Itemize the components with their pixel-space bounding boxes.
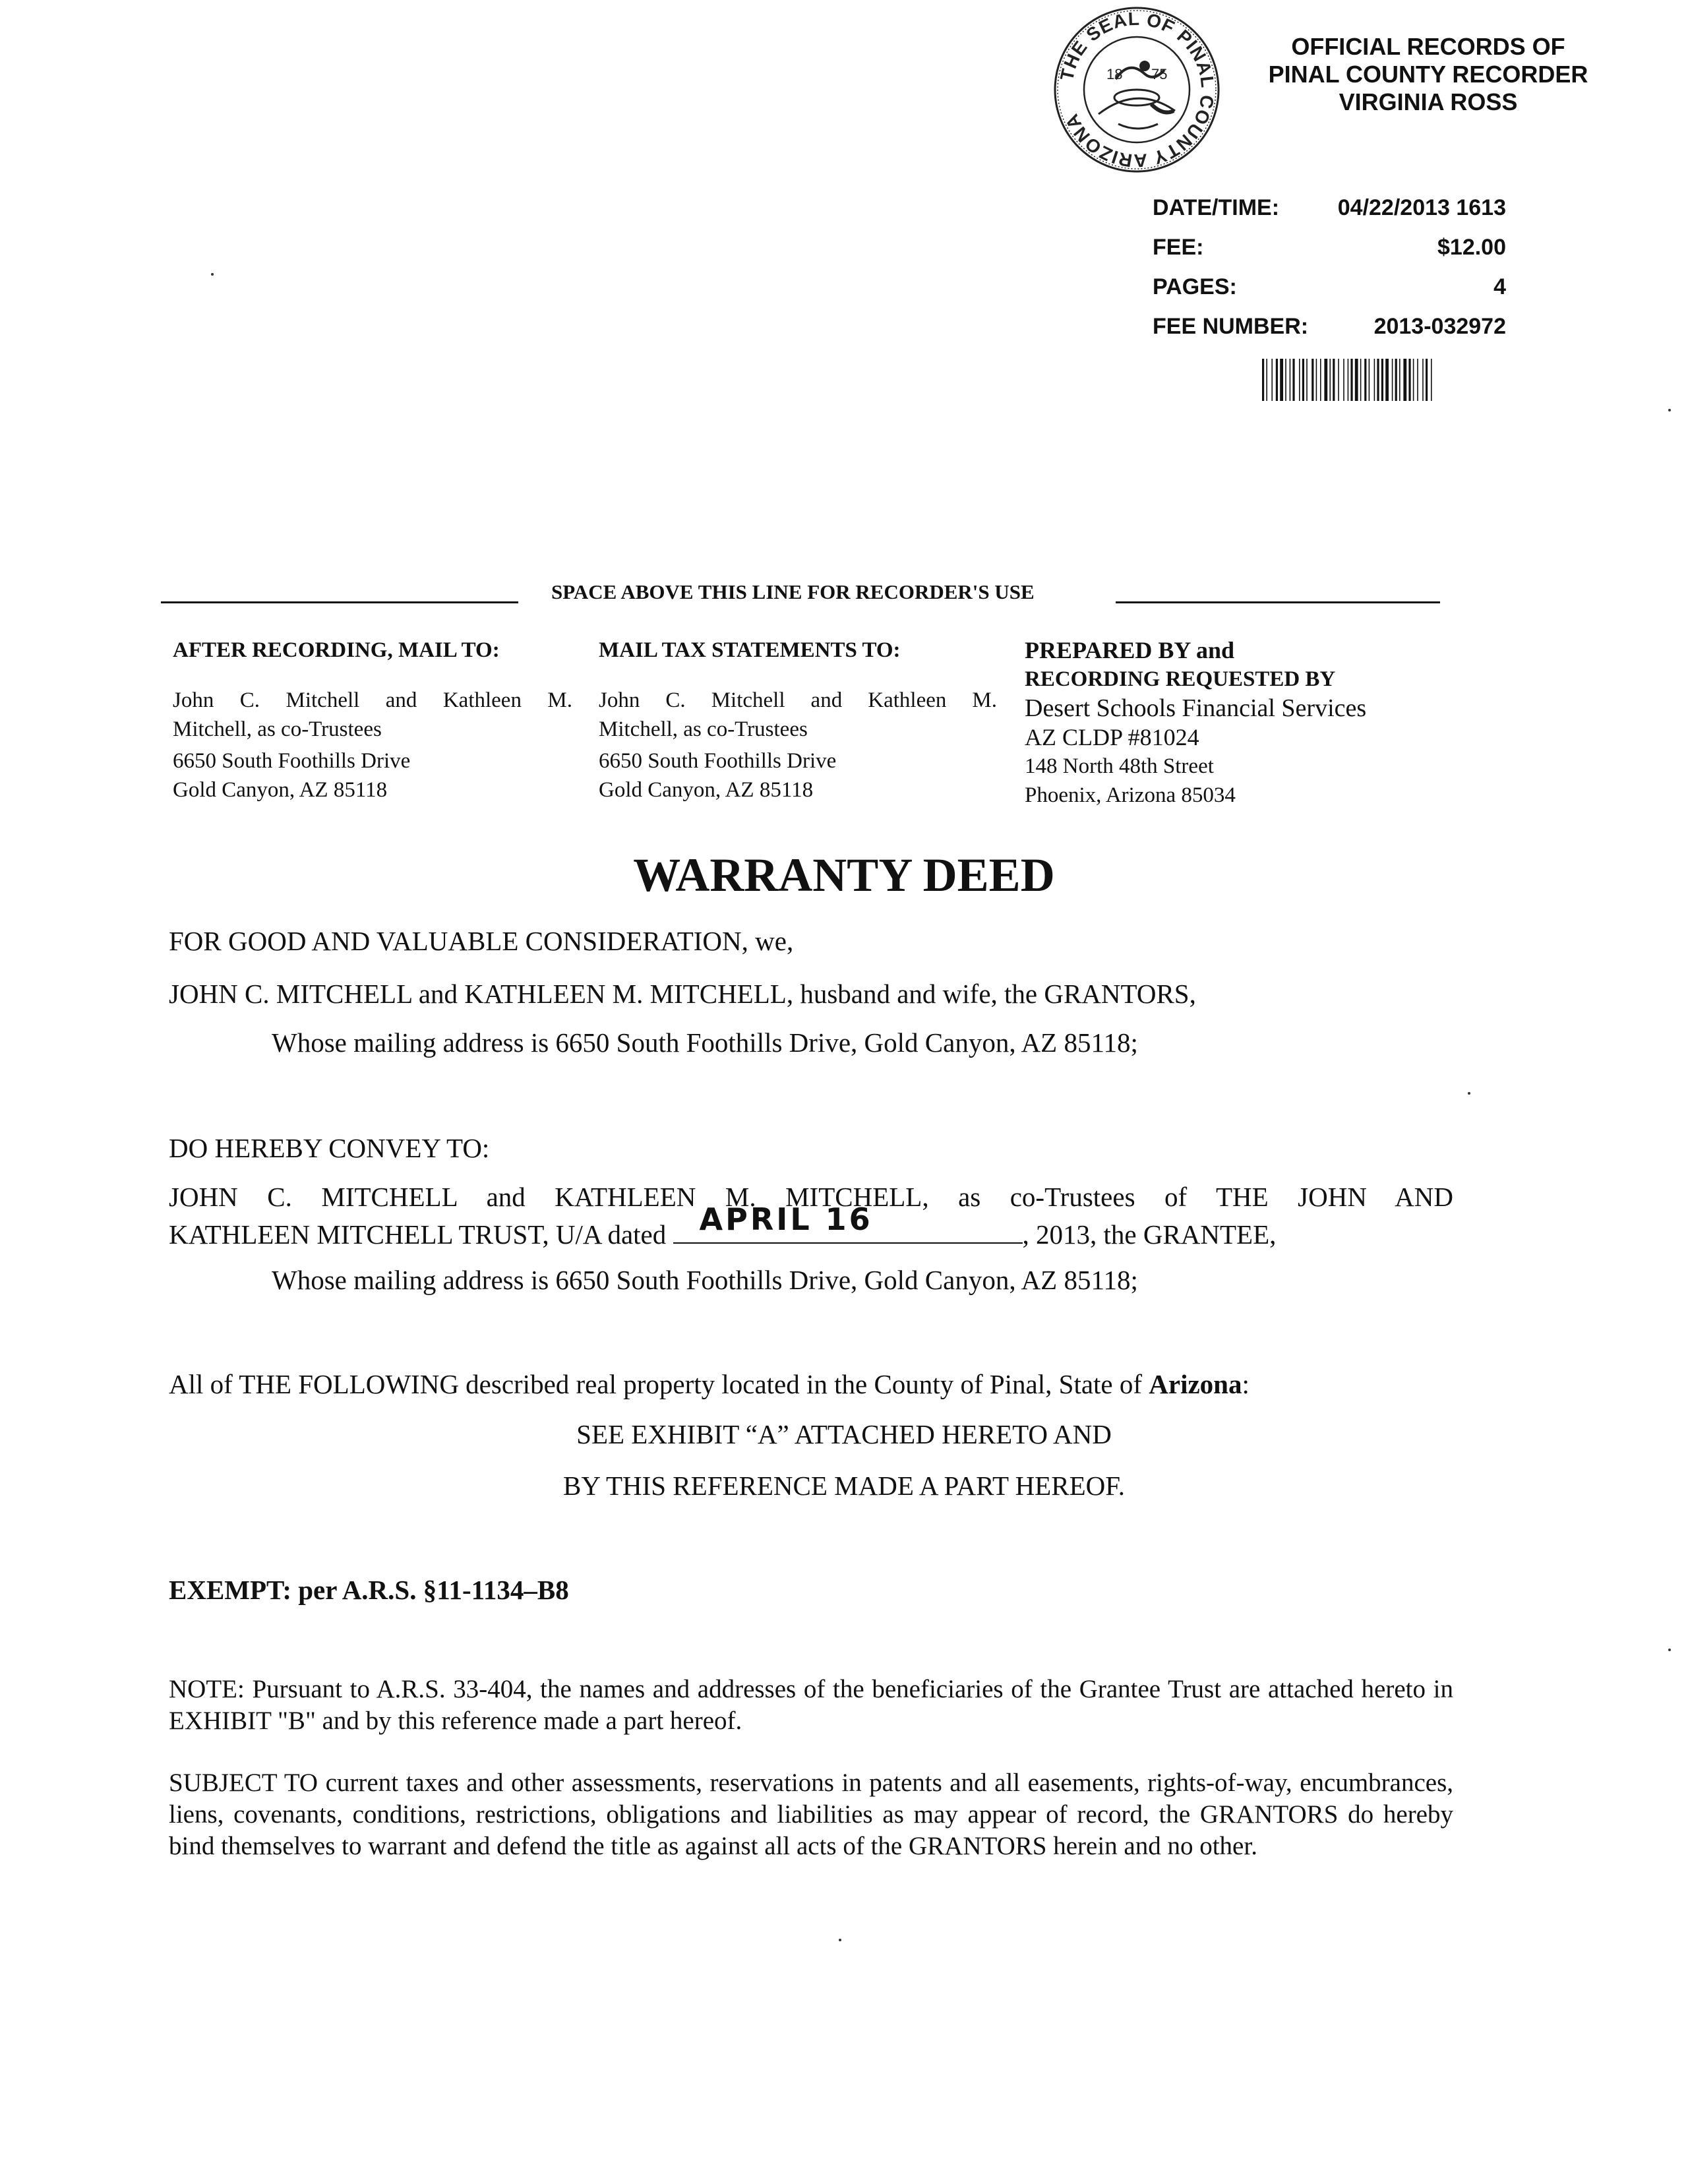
tax-statements-block bbox=[599, 636, 997, 804]
exemption-line: EXEMPT: per A.R.S. §11-1134–B8 bbox=[169, 1575, 569, 1605]
barcode-icon bbox=[1262, 359, 1515, 401]
mail-to-name-line2: Mitchell, as co-Trustees bbox=[173, 717, 382, 741]
exhibit-a-line-2: BY THIS REFERENCE MADE A PART HEREOF. bbox=[563, 1471, 1125, 1501]
tax-city: Gold Canyon, AZ 85118 bbox=[599, 778, 814, 802]
fee-row bbox=[1153, 235, 1506, 274]
seal-year-right: 75 bbox=[1151, 66, 1168, 82]
recorder-header bbox=[1237, 33, 1619, 116]
datetime-label: DATE/TIME: bbox=[1153, 195, 1280, 220]
beneficiaries-note: NOTE: Pursuant to A.R.S. 33-404, the names and addresses of the beneficiaries of the Grantee Trust are attached hereto in EXHIBIT "B" and by this reference made a part hereof. bbox=[169, 1675, 1453, 1735]
tax-street: 6650 South Foothills Drive bbox=[599, 749, 837, 773]
pages-row bbox=[1153, 274, 1506, 314]
property-location-colon: : bbox=[1242, 1369, 1250, 1399]
fee-number-label: FEE NUMBER: bbox=[1153, 314, 1309, 339]
subject-to-clause: SUBJECT TO current taxes and other assessments, reservations in patents and all easements, rights-of-way, encumbrances, liens, covenants, conditions, restrictions, obligations and liabilities as may appear of record, the GRANTORS do hereby bind themselves to warrant and defend the title as against all acts of the GRANTORS herein and no other. bbox=[169, 1769, 1453, 1860]
pages-value: 4 bbox=[1493, 274, 1506, 299]
handwritten-trust-date: APRIL 16 bbox=[699, 1201, 873, 1237]
pinal-county-seal-icon bbox=[1052, 5, 1221, 174]
datetime-row bbox=[1153, 195, 1506, 235]
mail-to-name-line1: John C. Mitchell and Kathleen M. bbox=[173, 688, 572, 712]
pages-label: PAGES: bbox=[1153, 274, 1237, 299]
prepared-by-block bbox=[1025, 636, 1473, 810]
trust-date-blank bbox=[673, 1201, 1023, 1244]
grantee-address-line: Whose mailing address is 6650 South Foothills Drive, Gold Canyon, AZ 85118; bbox=[272, 1265, 1138, 1295]
prepared-by-license: AZ CLDP #81024 bbox=[1025, 724, 1199, 750]
tax-heading: MAIL TAX STATEMENTS TO: bbox=[599, 638, 901, 662]
grantee-trust-text: KATHLEEN MITCHELL TRUST, U/A dated bbox=[169, 1219, 667, 1250]
grantee-line-2 bbox=[169, 1201, 1277, 1251]
grantee-line-1: JOHN C. MITCHELL and KATHLEEN M. MITCHELL, as co-Trustees of THE JOHN AND bbox=[169, 1182, 1453, 1212]
recording-info bbox=[1153, 195, 1506, 353]
scan-speck bbox=[1668, 409, 1671, 411]
fee-value: $12.00 bbox=[1437, 235, 1506, 260]
scan-speck bbox=[1668, 1649, 1671, 1651]
mail-to-block bbox=[173, 636, 572, 804]
seal-ring-text: THE SEAL OF PINAL COUNTY ARIZONA bbox=[1056, 8, 1219, 171]
consideration-line: FOR GOOD AND VALUABLE CONSIDERATION, we, bbox=[169, 926, 794, 956]
prepared-by-street: 148 North 48th Street bbox=[1025, 754, 1214, 778]
prepared-by-city: Phoenix, Arizona 85034 bbox=[1025, 783, 1236, 807]
scan-speck bbox=[1468, 1092, 1470, 1095]
recorder-line-right bbox=[1116, 601, 1440, 603]
fee-number-value: 2013-032972 bbox=[1373, 314, 1506, 339]
property-location-line bbox=[169, 1368, 1250, 1401]
seal-year-left: 18 bbox=[1106, 66, 1123, 82]
mail-to-street: 6650 South Foothills Drive bbox=[173, 749, 411, 773]
property-location-text: All of THE FOLLOWING described real property located in the County of Pinal, State of bbox=[169, 1369, 1149, 1399]
fee-number-row bbox=[1153, 314, 1506, 353]
grantors-line: JOHN C. MITCHELL and KATHLEEN M. MITCHELL, husband and wife, the GRANTORS, bbox=[169, 979, 1196, 1009]
prepared-by-heading-2: RECORDING REQUESTED BY bbox=[1025, 667, 1336, 691]
mail-to-heading: AFTER RECORDING, MAIL TO: bbox=[173, 638, 500, 662]
grantor-address-line: Whose mailing address is 6650 South Foothills Drive, Gold Canyon, AZ 85118; bbox=[272, 1027, 1138, 1058]
prepared-by-heading-1: PREPARED BY and bbox=[1025, 637, 1235, 663]
scan-speck bbox=[211, 273, 214, 276]
recorder-line-2: PINAL COUNTY RECORDER bbox=[1268, 61, 1588, 88]
exhibit-a-line-1: SEE EXHIBIT “A” ATTACHED HERETO AND bbox=[576, 1419, 1112, 1449]
mail-to-city: Gold Canyon, AZ 85118 bbox=[173, 778, 388, 802]
recorder-line-left bbox=[161, 601, 518, 603]
tax-name-line2: Mitchell, as co-Trustees bbox=[599, 717, 808, 741]
recorder-line-3: VIRGINIA ROSS bbox=[1339, 88, 1518, 115]
recorder-use-caption: SPACE ABOVE THIS LINE FOR RECORDER'S USE bbox=[551, 580, 1035, 603]
document-title: WARRANTY DEED bbox=[633, 849, 1055, 901]
convey-line: DO HEREBY CONVEY TO: bbox=[169, 1133, 490, 1163]
fee-label: FEE: bbox=[1153, 235, 1204, 260]
recorder-line-1: OFFICIAL RECORDS OF bbox=[1291, 33, 1565, 60]
prepared-by-company: Desert Schools Financial Services bbox=[1025, 694, 1367, 722]
grantee-year-text: , 2013, the GRANTEE, bbox=[1022, 1219, 1277, 1250]
scan-speck bbox=[839, 1939, 841, 1941]
datetime-value: 04/22/2013 1613 bbox=[1337, 195, 1506, 220]
property-state: Arizona bbox=[1149, 1369, 1242, 1399]
tax-name-line1: John C. Mitchell and Kathleen M. bbox=[599, 688, 997, 712]
